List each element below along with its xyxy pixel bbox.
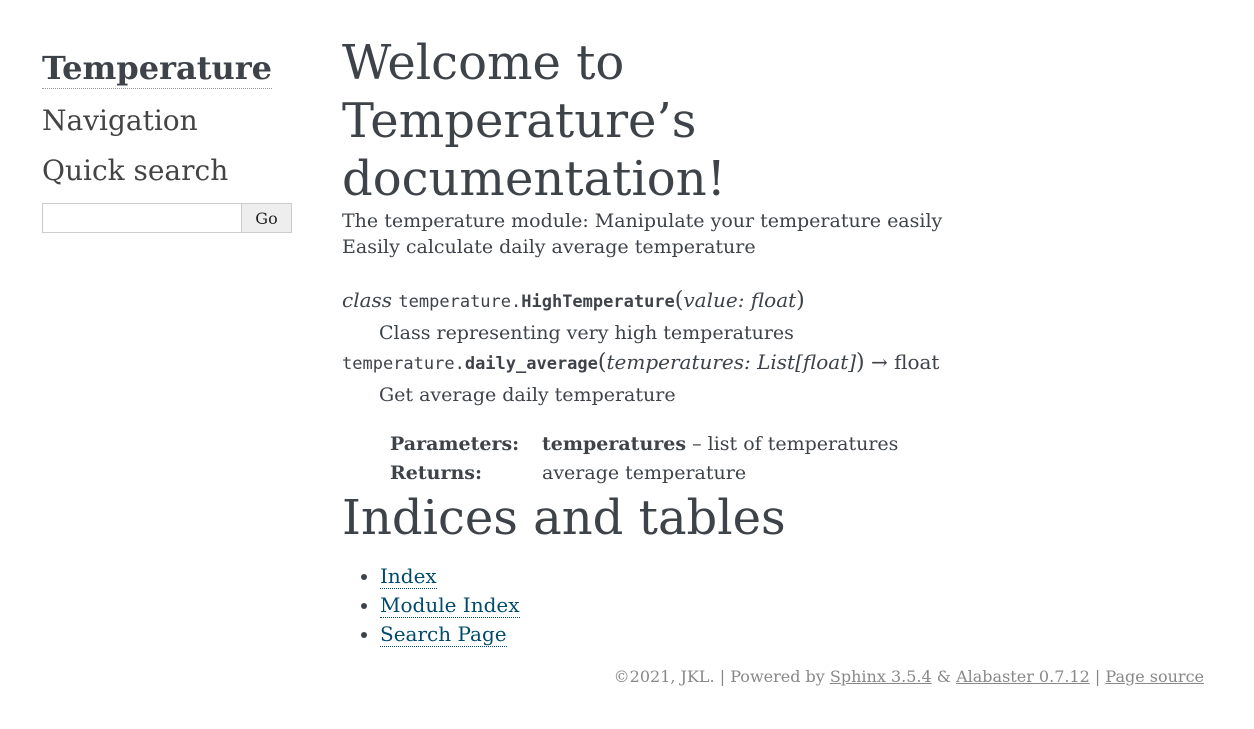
main-content bbox=[342, 34, 1222, 649]
navigation-heading: Navigation bbox=[42, 104, 198, 137]
class-signature bbox=[342, 286, 1222, 316]
page-title: Welcome to Temperature’s documentation! bbox=[342, 35, 726, 207]
function-close-paren: ) bbox=[856, 350, 865, 375]
alabaster-link[interactable]: Alabaster 0.7.12 bbox=[956, 667, 1090, 686]
indices-list bbox=[342, 562, 1222, 649]
function-name: daily_average bbox=[464, 354, 598, 374]
list-item bbox=[380, 620, 1222, 649]
function-param: temperatures: List[float] bbox=[606, 350, 857, 374]
returns-label: Returns: bbox=[390, 462, 483, 484]
copyright: ©2021, JKL. bbox=[613, 667, 715, 686]
module-intro-2: Easily calculate daily average temperature bbox=[342, 236, 756, 258]
footer bbox=[614, 667, 1204, 686]
go-button[interactable]: Go bbox=[242, 203, 292, 233]
param-description: – list of temperatures bbox=[686, 433, 899, 455]
ampersand: & bbox=[931, 667, 957, 686]
field-row-returns bbox=[390, 459, 898, 488]
list-item bbox=[380, 591, 1222, 620]
function-open-paren: ( bbox=[597, 350, 607, 375]
class-name: HighTemperature bbox=[521, 292, 675, 312]
page-source-link[interactable]: Page source bbox=[1105, 667, 1204, 686]
class-param: value: float bbox=[683, 288, 797, 312]
search-page-link[interactable]: Search Page bbox=[380, 622, 507, 646]
search-input[interactable] bbox=[42, 203, 242, 233]
field-row-parameters bbox=[390, 430, 898, 459]
sphinx-link[interactable]: Sphinx 3.5.4 bbox=[829, 667, 932, 686]
indices-title: Indices and tables bbox=[342, 490, 786, 546]
index-link[interactable]: Index bbox=[380, 564, 437, 588]
class-prefix: temperature. bbox=[398, 292, 522, 312]
function-return-type: → float bbox=[864, 350, 940, 374]
footer-separator: | bbox=[1089, 667, 1106, 686]
class-description: Class representing very high temperatures bbox=[379, 322, 794, 344]
function-description: Get average daily temperature bbox=[379, 384, 676, 406]
module-intro: The temperature module: Manipulate your temperature easily bbox=[342, 210, 943, 232]
function-prefix: temperature. bbox=[342, 354, 465, 374]
function-signature bbox=[342, 348, 1222, 378]
param-name: temperatures bbox=[542, 433, 687, 455]
logo-link[interactable]: Temperature bbox=[42, 49, 272, 87]
class-keyword: class bbox=[342, 288, 393, 312]
parameters-body bbox=[542, 430, 898, 459]
search-form bbox=[42, 203, 292, 233]
class-close-paren: ) bbox=[796, 288, 805, 313]
list-item bbox=[380, 562, 1222, 591]
parameters-label: Parameters: bbox=[390, 433, 520, 455]
sidebar bbox=[42, 48, 292, 233]
field-list bbox=[390, 430, 898, 488]
module-index-link[interactable]: Module Index bbox=[380, 593, 520, 617]
quick-search-heading: Quick search bbox=[42, 154, 229, 187]
returns-description: average temperature bbox=[542, 462, 747, 484]
powered-by-text: | Powered by bbox=[714, 667, 830, 686]
class-open-paren: ( bbox=[674, 288, 684, 313]
